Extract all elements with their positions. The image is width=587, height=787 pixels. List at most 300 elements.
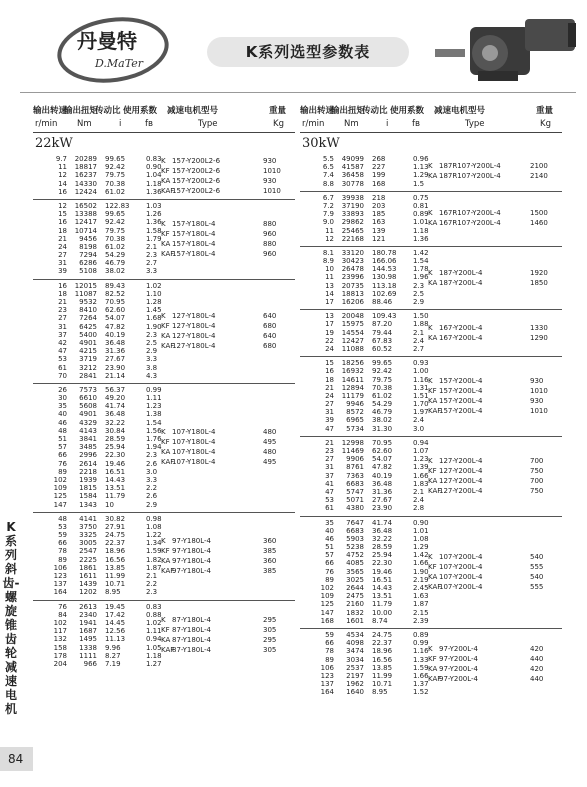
output-speed: 48 (58, 514, 67, 523)
output-torque: 3005 (79, 539, 97, 548)
output-speed: 24 (58, 242, 67, 251)
service-factor: 2.1 (413, 487, 425, 496)
motor-type: K (428, 162, 433, 171)
motor-model: 107-Y180L-4 (172, 438, 216, 447)
output-speed: 70 (58, 371, 67, 380)
output-speed: 23 (325, 447, 334, 455)
motor-weight: 1290 (530, 333, 548, 342)
gear-ratio: 109.43 (372, 312, 397, 321)
motor-type: KA (161, 176, 171, 185)
output-torque: 6683 (346, 526, 364, 535)
service-factor: 1.58 (146, 226, 162, 235)
motor-weight: 640 (263, 331, 277, 340)
gear-ratio: 60.52 (372, 344, 393, 353)
gear-ratio: 218 (372, 193, 386, 202)
gear-ratio: 227 (372, 163, 386, 172)
output-speed: 40 (58, 410, 67, 419)
output-speed: 16 (58, 187, 67, 196)
service-factor: 0.90 (146, 163, 162, 172)
gear-ratio: 16.51 (105, 467, 126, 476)
output-speed: 51 (325, 543, 334, 552)
motor-model: 167-Y200L-4 (439, 323, 483, 332)
output-speed: 18 (58, 226, 67, 235)
output-speed: 123 (320, 671, 334, 680)
gear-ratio: 32.22 (372, 534, 393, 543)
service-factor: 2.3 (146, 251, 158, 260)
gear-ratio: 10.71 (372, 680, 393, 689)
service-factor: 1.59 (413, 663, 429, 672)
selection-group (300, 437, 562, 517)
motor-type: KF (161, 546, 170, 555)
service-factor: 1.50 (413, 312, 429, 321)
gear-ratio: 8.27 (105, 651, 121, 660)
gear-ratio: 82.52 (105, 289, 126, 298)
header-motor: 减速电机型号 (434, 106, 486, 116)
output-torque: 6965 (346, 416, 364, 425)
output-torque: 9946 (346, 400, 364, 409)
motor-type: K (428, 268, 433, 277)
gear-ratio: 21.14 (105, 371, 126, 380)
table-row (33, 290, 295, 298)
table-row (300, 298, 562, 306)
output-torque: 1584 (79, 492, 97, 501)
motor-model: 157-Y180L-4 (172, 219, 216, 228)
output-speed: 11 (325, 226, 334, 235)
output-speed: 117 (53, 627, 67, 636)
motor-weight: 700 (530, 456, 544, 465)
page-number: 84 (0, 747, 33, 771)
output-speed: 76 (58, 602, 67, 611)
output-torque: 2225 (79, 555, 97, 564)
output-torque: 18256 (341, 359, 364, 368)
service-factor: 1.18 (146, 651, 162, 660)
motor-model: 167R107-Y200L-4 (439, 209, 501, 218)
motor-model: 87-Y180L-4 (172, 636, 211, 645)
power-rating: 22kW (35, 136, 73, 151)
motor-type: KAF (161, 646, 175, 655)
service-factor: 2.9 (146, 347, 158, 356)
output-torque: 5400 (79, 330, 97, 339)
output-speed: 89 (58, 555, 67, 564)
motor-type: KA (428, 333, 438, 342)
gear-ratio: 99.65 (105, 210, 126, 219)
table-row (33, 501, 295, 509)
gear-ratio: 28.59 (372, 543, 393, 552)
service-factor: 1.13 (413, 163, 429, 172)
gear-ratio: 88.46 (372, 298, 393, 306)
service-factor: 3.0 (146, 467, 158, 476)
motor-model: 127-Y200L-4 (439, 456, 483, 465)
gear-ratio: 54.29 (105, 251, 126, 260)
motor-weight: 1010 (263, 186, 281, 195)
table-row (33, 282, 295, 290)
motor-model: 97-Y200L-4 (439, 654, 478, 663)
output-torque: 7264 (79, 314, 97, 323)
header-weight: 重量 (269, 106, 287, 116)
output-torque: 41587 (341, 163, 364, 172)
motor-weight: 480 (263, 448, 277, 457)
header-u-ratio: i (386, 119, 389, 129)
table-row (300, 527, 562, 535)
gear-ratio: 36.48 (372, 526, 393, 535)
output-speed: 102 (53, 618, 67, 627)
output-speed: 13 (325, 281, 334, 290)
service-factor: 1.04 (146, 171, 162, 180)
gear-ratio: 113.18 (372, 281, 397, 290)
motor-weight: 385 (263, 566, 277, 575)
service-factor: 1.11 (146, 627, 162, 636)
output-speed: 46 (325, 534, 334, 543)
output-torque: 5734 (346, 424, 364, 433)
gear-ratio: 10.71 (105, 580, 126, 589)
output-torque: 12998 (341, 438, 364, 447)
motor-weight: 555 (530, 562, 544, 571)
output-torque: 29862 (341, 218, 364, 227)
gear-reducer-image (430, 5, 578, 87)
gear-ratio: 13.85 (372, 663, 393, 672)
output-speed: 6.7 (322, 193, 334, 202)
motor-model: 87-Y180L-4 (172, 626, 211, 635)
output-torque: 1941 (79, 618, 97, 627)
output-torque: 5071 (346, 496, 364, 505)
service-factor: 2.4 (413, 336, 425, 345)
table-row (33, 515, 295, 523)
output-speed: 66 (325, 559, 334, 568)
output-torque: 6425 (79, 322, 97, 331)
output-speed: 204 (53, 659, 67, 668)
output-torque: 2614 (79, 459, 97, 468)
service-factor: 2.39 (413, 616, 429, 625)
motor-model: 167-Y200L-4 (439, 333, 483, 342)
output-torque: 11179 (341, 391, 364, 400)
gear-ratio: 30.82 (105, 514, 126, 523)
gear-ratio: 10.00 (372, 608, 393, 617)
gear-ratio: 41.74 (372, 518, 393, 527)
gear-ratio: 13.85 (105, 563, 126, 572)
gear-ratio: 27.67 (372, 496, 393, 505)
table-row (33, 372, 295, 380)
header-u-rpm: r/min (302, 119, 325, 129)
output-torque: 4380 (346, 504, 364, 513)
output-torque: 7573 (79, 385, 97, 394)
motor-weight: 295 (263, 636, 277, 645)
gear-ratio: 99.65 (105, 155, 126, 163)
output-speed: 147 (53, 500, 67, 509)
output-speed: 164 (320, 688, 334, 697)
table-row (33, 660, 295, 668)
motor-type: KF (161, 229, 170, 238)
motor-model: 107-Y180L-4 (172, 448, 216, 457)
motor-weight: 750 (530, 466, 544, 475)
output-torque: 9906 (346, 455, 364, 464)
gear-ratio: 16.56 (372, 655, 393, 664)
gear-ratio: 166.06 (372, 257, 397, 266)
gear-ratio: 139 (372, 226, 386, 235)
output-torque: 4085 (346, 559, 364, 568)
motor-model: 87-Y180L-4 (172, 646, 211, 655)
table-row (300, 600, 562, 608)
table-row (33, 386, 295, 394)
output-speed: 24 (325, 344, 334, 353)
service-factor: 1.76 (146, 435, 162, 443)
motor-model: 97-Y200L-4 (439, 644, 478, 653)
service-factor: 2.1 (146, 242, 158, 251)
service-factor: 0.83 (146, 155, 162, 163)
gear-ratio: 22.30 (105, 451, 126, 460)
output-torque: 4329 (79, 418, 97, 427)
output-torque: 1111 (79, 651, 97, 660)
output-torque: 4901 (79, 410, 97, 419)
service-factor: 0.99 (413, 639, 429, 648)
output-speed: 21 (325, 438, 334, 447)
output-torque: 2160 (346, 600, 364, 609)
output-speed: 137 (320, 680, 334, 689)
output-speed: 46 (58, 418, 67, 427)
service-factor: 2.1 (413, 328, 425, 337)
header-motor: 减速电机型号 (167, 106, 219, 116)
service-factor: 1.16 (413, 647, 429, 656)
output-torque: 3025 (346, 575, 364, 584)
motor-model: 97-Y180L-4 (172, 556, 211, 565)
gear-ratio: 22.30 (372, 559, 393, 568)
motor-model: 127-Y180L-4 (172, 331, 216, 340)
gear-ratio: 79.44 (372, 328, 393, 337)
service-factor: 1.56 (146, 426, 162, 435)
output-speed: 51 (58, 435, 67, 443)
output-torque: 1601 (346, 616, 364, 625)
gear-ratio: 23.90 (372, 504, 393, 513)
table-row (300, 535, 562, 543)
output-speed: 40 (325, 526, 334, 535)
table-row (300, 688, 562, 696)
gear-ratio: 203 (372, 201, 386, 210)
service-factor: 0.89 (413, 630, 429, 639)
service-factor: 2.1 (146, 572, 158, 580)
gear-ratio: 14.43 (105, 475, 126, 484)
output-torque: 37190 (341, 201, 364, 210)
selection-group (33, 384, 295, 513)
table-row (33, 603, 295, 611)
table-row (300, 416, 562, 424)
gear-ratio: 38.02 (372, 416, 393, 425)
gear-ratio: 14.43 (372, 584, 393, 592)
output-speed: 10 (325, 265, 334, 274)
service-factor: 2.2 (146, 484, 158, 493)
output-speed: 14 (325, 289, 334, 298)
gear-ratio: 102.69 (372, 289, 397, 298)
header-torque: 输出扭矩 (64, 106, 99, 116)
output-speed: 21 (325, 383, 334, 392)
motor-model: 167R107-Y200L-4 (439, 219, 501, 228)
service-factor: 1.10 (146, 289, 162, 298)
motor-type: K (428, 377, 433, 386)
service-factor: 0.96 (413, 155, 429, 163)
motor-type: KA (428, 278, 438, 287)
right-table (300, 102, 562, 699)
output-torque: 11087 (74, 289, 97, 298)
motor-model: 187R107-Y200L-4 (439, 172, 501, 181)
header-u-torque: Nm (344, 119, 359, 129)
service-factor: 2.15 (413, 608, 429, 617)
output-torque: 15975 (341, 320, 364, 329)
output-speed: 109 (320, 592, 334, 601)
motor-model: 157-Y200L-4 (439, 407, 483, 416)
gear-ratio: 11.79 (105, 492, 126, 501)
output-torque: 4534 (346, 630, 364, 639)
motor-model: 187-Y200L-4 (439, 278, 483, 287)
service-factor: 1.90 (146, 322, 162, 331)
output-speed: 61 (58, 363, 67, 372)
gear-ratio: 11.13 (105, 635, 126, 644)
output-speed: 9.7 (55, 155, 67, 163)
service-factor: 1.52 (413, 688, 429, 697)
output-torque: 3750 (79, 522, 97, 531)
output-speed: 27 (325, 400, 334, 409)
output-speed: 53 (58, 355, 67, 364)
service-factor: 2.6 (146, 459, 158, 468)
output-speed: 11 (325, 273, 334, 282)
gear-ratio: 7.19 (105, 659, 121, 668)
table-row (300, 439, 562, 447)
motor-weight: 540 (530, 552, 544, 561)
service-factor: 2.45 (413, 584, 429, 592)
output-torque: 26478 (341, 265, 364, 274)
output-speed: 8.1 (322, 248, 334, 257)
output-torque: 1861 (79, 563, 97, 572)
motor-weight: 640 (263, 311, 277, 320)
table-row (300, 519, 562, 527)
output-torque: 8761 (346, 463, 364, 472)
output-speed: 14 (58, 179, 67, 188)
output-speed: 16 (58, 281, 67, 290)
service-factor: 3.3 (146, 475, 158, 484)
output-torque: 2644 (346, 584, 364, 592)
output-speed: 106 (320, 663, 334, 672)
output-torque: 30423 (341, 257, 364, 266)
output-torque: 1687 (79, 627, 97, 636)
table-row (300, 592, 562, 600)
gear-ratio: 99.65 (372, 359, 393, 368)
gear-ratio: 13.51 (105, 484, 126, 493)
gear-ratio: 19.46 (105, 459, 126, 468)
motor-model: 87-Y180L-4 (172, 616, 211, 625)
motor-weight: 495 (263, 458, 277, 467)
output-torque: 14554 (341, 328, 364, 337)
gear-ratio: 56.37 (105, 385, 126, 394)
output-torque: 16206 (341, 298, 364, 306)
gear-ratio: 89.43 (105, 281, 126, 290)
output-speed: 7.2 (322, 201, 334, 210)
motor-weight: 960 (263, 229, 277, 238)
table-row (300, 617, 562, 625)
table-row (33, 259, 295, 267)
gear-ratio: 13.51 (372, 592, 393, 601)
service-factor: 1.00 (413, 367, 429, 376)
gear-ratio: 36.48 (372, 479, 393, 488)
output-speed: 42 (58, 338, 67, 347)
output-torque: 8410 (79, 306, 97, 315)
service-factor: 1.88 (413, 320, 429, 329)
output-speed: 78 (58, 547, 67, 556)
output-speed: 66 (325, 639, 334, 648)
service-factor: 0.99 (146, 385, 162, 394)
output-speed: 7.4 (322, 171, 334, 180)
gear-ratio: 47.82 (105, 322, 126, 331)
service-factor: 1.54 (146, 418, 162, 427)
motor-weight: 385 (263, 546, 277, 555)
gear-ratio: 70.38 (372, 383, 393, 392)
output-speed: 57 (325, 551, 334, 560)
gear-ratio: 92.42 (372, 367, 393, 376)
output-torque: 22168 (341, 234, 364, 243)
output-torque: 16502 (74, 201, 97, 210)
motor-weight: 440 (530, 654, 544, 663)
table-row (33, 410, 295, 418)
motor-type: K (161, 536, 166, 545)
output-speed: 27 (58, 251, 67, 260)
motor-weight: 930 (263, 176, 277, 185)
output-torque: 10714 (74, 226, 97, 235)
motor-type: K (161, 219, 166, 228)
gear-ratio: 47.82 (372, 463, 393, 472)
svg-text:D.MaTer: D.MaTer (95, 57, 143, 70)
motor-type: KA (428, 572, 438, 581)
motor-type: KAF (428, 674, 442, 683)
output-torque: 12427 (341, 336, 364, 345)
table-header (33, 102, 295, 133)
service-factor: 1.38 (146, 410, 162, 419)
header-u-factor: fв (412, 119, 421, 129)
motor-type: KAF (161, 566, 175, 575)
output-torque: 14330 (74, 179, 97, 188)
motor-weight: 960 (263, 249, 277, 258)
selection-group (33, 200, 295, 280)
output-speed: 16 (58, 218, 67, 227)
service-factor: 2.3 (146, 451, 158, 460)
output-torque: 8198 (79, 242, 97, 251)
header-u-ratio: i (119, 119, 122, 129)
gear-ratio: 11.99 (105, 572, 126, 580)
service-factor: 1.59 (146, 547, 162, 556)
service-factor: 1.26 (146, 210, 162, 219)
output-torque: 2547 (79, 547, 97, 556)
header-u-weight: Kg (540, 119, 551, 129)
table-row (33, 355, 295, 363)
gear-ratio: 46.79 (372, 408, 393, 417)
output-speed: 47 (58, 347, 67, 356)
service-factor: 1.11 (146, 394, 162, 403)
service-factor: 0.94 (146, 635, 162, 644)
motor-weight: 420 (530, 644, 544, 653)
selection-group (300, 247, 562, 310)
output-torque: 12894 (341, 383, 364, 392)
service-factor: 1.08 (146, 522, 162, 531)
output-torque: 33893 (341, 210, 364, 219)
table-row (300, 609, 562, 617)
service-factor: 2.5 (146, 338, 158, 347)
output-speed: 66 (58, 451, 67, 460)
gear-ratio: 54.07 (372, 455, 393, 464)
service-factor: 1.54 (413, 257, 429, 266)
selection-group (33, 153, 295, 200)
selection-group (300, 310, 562, 357)
motor-weight: 930 (263, 156, 277, 165)
gear-ratio: 18.96 (372, 647, 393, 656)
output-speed: 37 (58, 330, 67, 339)
motor-weight: 295 (263, 616, 277, 625)
gear-ratio: 11.99 (372, 671, 393, 680)
motor-weight: 700 (530, 476, 544, 485)
